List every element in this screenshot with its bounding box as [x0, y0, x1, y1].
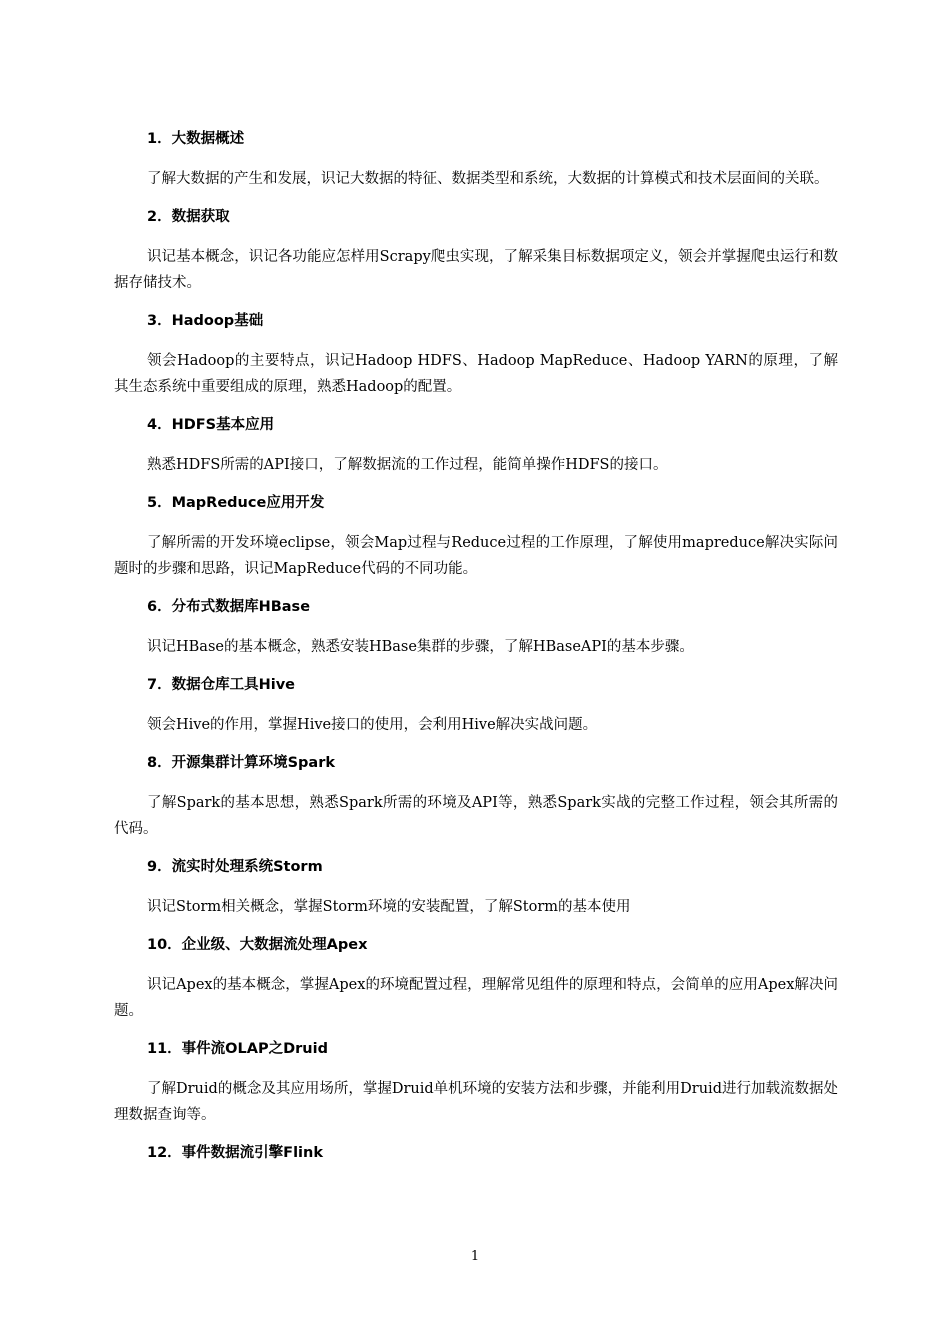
section-heading: 12．事件数据流引擎Flink: [147, 1145, 323, 1161]
section-paragraph: 识记Apex的基本概念，掌握Apex的环境配置过程，理解常见组件的原理和特点，会简单的应用Apex解决问题。: [114, 977, 838, 1019]
section-paragraph: 领会Hadoop的主要特点，识记Hadoop HDFS、Hadoop MapReduce、Hadoop YARN的原理，了解其生态系统中重要组成的原理，熟悉Hadoop的配置。: [114, 353, 838, 395]
section-11: [114, 1038, 838, 1128]
section-5: [114, 492, 838, 582]
section-7: [114, 674, 838, 738]
section-heading: 8．开源集群计算环境Spark: [147, 755, 335, 771]
section-paragraph: 识记Storm相关概念，掌握Storm环境的安装配置，了解Storm的基本使用: [147, 899, 631, 915]
section-heading: 3．Hadoop基础: [147, 313, 264, 329]
section-heading: 11．事件流OLAP之Druid: [147, 1041, 328, 1057]
section-paragraph: 领会Hive的作用，掌握Hive接口的使用，会利用Hive解决实战问题。: [147, 717, 598, 733]
section-4: [114, 414, 838, 478]
section-paragraph: 熟悉HDFS所需的API接口，了解数据流的工作过程，能简单操作HDFS的接口。: [147, 457, 668, 473]
section-6: [114, 596, 838, 660]
section-paragraph: 识记基本概念，识记各功能应怎样用Scrapy爬虫实现，了解采集目标数据项定义，领会并掌握爬虫运行和数据存储技术。: [114, 249, 838, 291]
section-heading: 10．企业级、大数据流处理Apex: [147, 937, 368, 953]
document-body: [114, 128, 838, 1180]
section-3: [114, 310, 838, 400]
section-heading: 9．流实时处理系统Storm: [147, 859, 323, 875]
section-paragraph: 了解Druid的概念及其应用场所，掌握Druid单机环境的安装方法和步骤，并能利用Druid进行加载流数据处理数据查询等。: [114, 1081, 838, 1123]
section-heading: 1．大数据概述: [147, 131, 245, 147]
section-8: [114, 752, 838, 842]
section-heading: 5．MapReduce应用开发: [147, 495, 325, 511]
section-1: [114, 128, 838, 192]
section-9: [114, 856, 838, 920]
section-paragraph: 了解所需的开发环境eclipse，领会Map过程与Reduce过程的工作原理，了解使用mapreduce解决实际问题时的步骤和思路，识记MapReduce代码的不同功能。: [114, 535, 838, 577]
section-heading: 7．数据仓库工具Hive: [147, 677, 295, 693]
section-paragraph: 识记HBase的基本概念，熟悉安装HBase集群的步骤，了解HBaseAPI的基本步骤。: [147, 639, 694, 655]
section-heading: 4．HDFS基本应用: [147, 417, 275, 433]
section-heading: 2．数据获取: [147, 209, 230, 225]
section-2: [114, 206, 838, 296]
section-12: [114, 1142, 838, 1164]
page-number: 1: [470, 1249, 480, 1264]
section-heading: 6．分布式数据库HBase: [147, 599, 311, 615]
section-paragraph: 了解Spark的基本思想，熟悉Spark所需的环境及API等，熟悉Spark实战的完整工作过程，领会其所需的代码。: [114, 795, 838, 837]
section-10: [114, 934, 838, 1024]
section-paragraph: 了解大数据的产生和发展，识记大数据的特征、数据类型和系统，大数据的计算模式和技术层面间的关联。: [147, 171, 829, 187]
